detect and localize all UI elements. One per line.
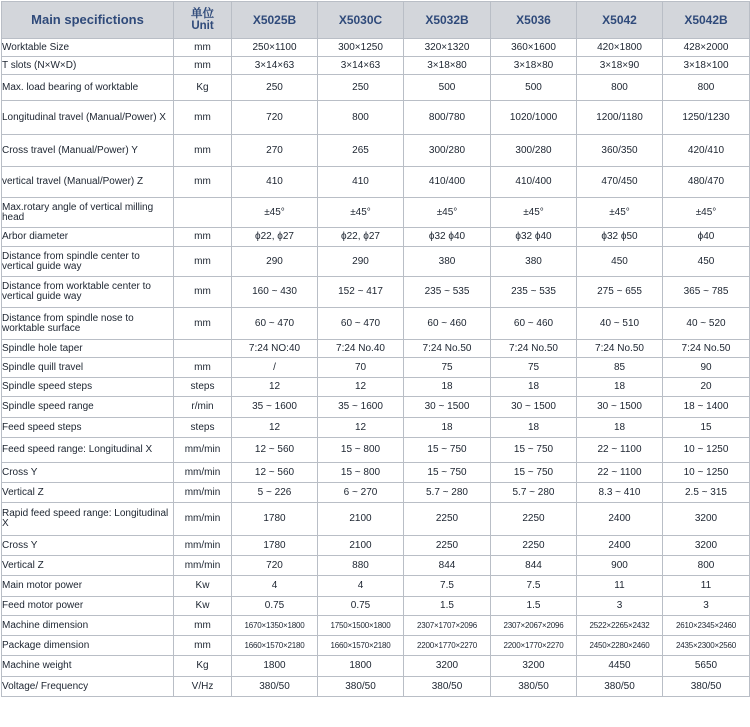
spec-value: 2.5 ~ 315 <box>663 483 750 503</box>
spec-value: 10 ~ 1250 <box>663 463 750 483</box>
spec-value: 22 ~ 1100 <box>577 463 663 483</box>
spec-value: 7:24 No.50 <box>577 340 663 358</box>
spec-value: 428×2000 <box>663 39 750 57</box>
spec-value: ±45° <box>232 198 318 228</box>
spec-value: 1780 <box>232 503 318 536</box>
table-row <box>2 438 750 463</box>
spec-value: 75 <box>404 358 491 378</box>
spec-unit: mm/min <box>174 536 232 556</box>
spec-value: 85 <box>577 358 663 378</box>
specifications-table <box>1 1 750 697</box>
spec-name: Distance from spindle center to vertical guide way <box>2 247 174 277</box>
spec-value: 1780 <box>232 536 318 556</box>
spec-value: 12 <box>232 418 318 438</box>
spec-value: 15 ~ 800 <box>318 463 404 483</box>
table-row <box>2 636 750 656</box>
table-row <box>2 277 750 308</box>
table-row <box>2 556 750 576</box>
spec-value: 3×18×100 <box>663 57 750 75</box>
spec-value: 2250 <box>404 536 491 556</box>
table-row <box>2 576 750 597</box>
spec-value: 720 <box>232 101 318 135</box>
spec-name: T slots (N×W×D) <box>2 57 174 75</box>
spec-value: 720 <box>232 556 318 576</box>
spec-value: 4 <box>318 576 404 597</box>
spec-value: 7.5 <box>491 576 577 597</box>
header-unit <box>174 2 232 39</box>
spec-unit: mm <box>174 228 232 247</box>
spec-value: 410 <box>232 167 318 198</box>
spec-value: 3×18×80 <box>491 57 577 75</box>
table-row <box>2 616 750 636</box>
spec-value: 2100 <box>318 503 404 536</box>
spec-value: 15 ~ 750 <box>491 463 577 483</box>
spec-name: Cross Y <box>2 536 174 556</box>
spec-value: 2400 <box>577 536 663 556</box>
spec-value: 1660×1570×2180 <box>232 636 318 656</box>
spec-value: ±45° <box>577 198 663 228</box>
spec-name: Cross travel (Manual/Power) Y <box>2 135 174 167</box>
spec-value: 2250 <box>491 503 577 536</box>
spec-value: 11 <box>577 576 663 597</box>
spec-value: 2610×2345×2460 <box>663 616 750 636</box>
spec-unit: steps <box>174 378 232 397</box>
spec-name: Main motor power <box>2 576 174 597</box>
spec-value: 3×14×63 <box>232 57 318 75</box>
spec-value: ±45° <box>318 198 404 228</box>
spec-value: 12 ~ 560 <box>232 463 318 483</box>
spec-unit: Kg <box>174 75 232 101</box>
spec-value: 360/350 <box>577 135 663 167</box>
spec-value: 420×1800 <box>577 39 663 57</box>
spec-value: 4 <box>232 576 318 597</box>
table-row <box>2 418 750 438</box>
spec-value: 300×1250 <box>318 39 404 57</box>
spec-value: 2200×1770×2270 <box>404 636 491 656</box>
spec-value: 2450×2280×2460 <box>577 636 663 656</box>
spec-value: 235 ~ 535 <box>404 277 491 308</box>
spec-value: 1660×1570×2180 <box>318 636 404 656</box>
spec-value: 40 ~ 520 <box>663 308 750 340</box>
spec-value: 360×1600 <box>491 39 577 57</box>
spec-value: 18 <box>491 378 577 397</box>
spec-value: 250 <box>318 75 404 101</box>
header-model: X5036 <box>491 2 577 39</box>
spec-value: 70 <box>318 358 404 378</box>
spec-value: 90 <box>663 358 750 378</box>
spec-value: 380/50 <box>577 677 663 697</box>
spec-value: 30 ~ 1500 <box>491 397 577 418</box>
spec-unit: mm <box>174 135 232 167</box>
spec-value: 480/470 <box>663 167 750 198</box>
spec-value: 3200 <box>663 536 750 556</box>
spec-value: 2522×2265×2432 <box>577 616 663 636</box>
spec-value: 40 ~ 510 <box>577 308 663 340</box>
table-row <box>2 39 750 57</box>
table-row <box>2 463 750 483</box>
spec-value: 380/50 <box>232 677 318 697</box>
spec-name: Spindle speed range <box>2 397 174 418</box>
spec-value: 380/50 <box>318 677 404 697</box>
spec-value: 15 <box>663 418 750 438</box>
spec-value: 2435×2300×2560 <box>663 636 750 656</box>
table-row <box>2 228 750 247</box>
spec-value: ϕ22, ϕ27 <box>318 228 404 247</box>
spec-value: 365 ~ 785 <box>663 277 750 308</box>
spec-name: vertical travel (Manual/Power) Z <box>2 167 174 198</box>
spec-value: 35 ~ 1600 <box>232 397 318 418</box>
spec-value: 300/280 <box>404 135 491 167</box>
spec-value: 1020/1000 <box>491 101 577 135</box>
spec-value: 380/50 <box>491 677 577 697</box>
spec-value: 2307×2067×2096 <box>491 616 577 636</box>
spec-value: 5.7 ~ 280 <box>404 483 491 503</box>
spec-unit: mm <box>174 358 232 378</box>
spec-name: Package dimension <box>2 636 174 656</box>
spec-value: 15 ~ 750 <box>491 438 577 463</box>
header-model: X5030C <box>318 2 404 39</box>
spec-value: 270 <box>232 135 318 167</box>
spec-value: 1.5 <box>491 597 577 616</box>
spec-value: 60 ~ 470 <box>318 308 404 340</box>
spec-value: 60 ~ 460 <box>491 308 577 340</box>
spec-name: Spindle hole taper <box>2 340 174 358</box>
spec-value: 3×18×90 <box>577 57 663 75</box>
spec-name: Distance from spindle nose to worktable surface <box>2 308 174 340</box>
table-row <box>2 101 750 135</box>
spec-value: 20 <box>663 378 750 397</box>
spec-value: ±45° <box>663 198 750 228</box>
spec-value: 800/780 <box>404 101 491 135</box>
spec-unit: mm <box>174 277 232 308</box>
table-row <box>2 135 750 167</box>
header-unit-cn: 单位 <box>191 8 214 20</box>
spec-unit: r/min <box>174 397 232 418</box>
table-header-row <box>2 2 750 39</box>
spec-value: 800 <box>577 75 663 101</box>
spec-name: Longitudinal travel (Manual/Power) X <box>2 101 174 135</box>
spec-name: Spindle quill travel <box>2 358 174 378</box>
table-row <box>2 308 750 340</box>
spec-value: 18 <box>577 418 663 438</box>
spec-value: 11 <box>663 576 750 597</box>
spec-value: 60 ~ 470 <box>232 308 318 340</box>
spec-unit: mm/min <box>174 463 232 483</box>
spec-unit: V/Hz <box>174 677 232 697</box>
spec-value: 300/280 <box>491 135 577 167</box>
spec-value: 18 <box>491 418 577 438</box>
spec-value: ±45° <box>404 198 491 228</box>
spec-value: 2100 <box>318 536 404 556</box>
spec-unit: steps <box>174 418 232 438</box>
spec-value: 152 ~ 417 <box>318 277 404 308</box>
spec-name: Worktable Size <box>2 39 174 57</box>
spec-value: 1200/1180 <box>577 101 663 135</box>
table-row <box>2 536 750 556</box>
spec-name: Vertical Z <box>2 556 174 576</box>
spec-name: Distance from worktable center to vertical guide way <box>2 277 174 308</box>
table-row <box>2 75 750 101</box>
spec-value: 420/410 <box>663 135 750 167</box>
spec-value: 265 <box>318 135 404 167</box>
spec-value: 900 <box>577 556 663 576</box>
spec-name: Machine dimension <box>2 616 174 636</box>
spec-value: 3×14×63 <box>318 57 404 75</box>
spec-value: 410 <box>318 167 404 198</box>
spec-value: 7:24 No.50 <box>491 340 577 358</box>
table-row <box>2 677 750 697</box>
spec-value: 500 <box>491 75 577 101</box>
spec-value: 1670×1350×1800 <box>232 616 318 636</box>
spec-value: / <box>232 358 318 378</box>
spec-value: 30 ~ 1500 <box>404 397 491 418</box>
spec-name: Feed speed steps <box>2 418 174 438</box>
spec-value: 18 ~ 1400 <box>663 397 750 418</box>
spec-value: 250 <box>232 75 318 101</box>
spec-value: 380 <box>491 247 577 277</box>
spec-unit: mm <box>174 57 232 75</box>
spec-name: Cross Y <box>2 463 174 483</box>
header-title: Main specifictions <box>2 2 174 39</box>
spec-value: 410/400 <box>404 167 491 198</box>
spec-value: 12 <box>232 378 318 397</box>
spec-value: 380/50 <box>663 677 750 697</box>
spec-value: ϕ32 ϕ40 <box>404 228 491 247</box>
spec-name: Feed speed range: Longitudinal X <box>2 438 174 463</box>
spec-name: Arbor diameter <box>2 228 174 247</box>
spec-value: ϕ22, ϕ27 <box>232 228 318 247</box>
header-model: X5042B <box>663 2 750 39</box>
spec-value: 2250 <box>404 503 491 536</box>
spec-value: 3200 <box>491 656 577 677</box>
spec-value: 5.7 ~ 280 <box>491 483 577 503</box>
spec-value: 35 ~ 1600 <box>318 397 404 418</box>
table-row <box>2 247 750 277</box>
spec-value: 2250 <box>491 536 577 556</box>
spec-value: 380 <box>404 247 491 277</box>
spec-value: 160 ~ 430 <box>232 277 318 308</box>
spec-value: 500 <box>404 75 491 101</box>
spec-value: 7:24 No.40 <box>318 340 404 358</box>
spec-value: 290 <box>232 247 318 277</box>
spec-value: 3200 <box>404 656 491 677</box>
spec-value: 844 <box>404 556 491 576</box>
header-unit-en: Unit <box>191 20 214 32</box>
spec-value: 7:24 No.50 <box>404 340 491 358</box>
spec-name: Machine weight <box>2 656 174 677</box>
spec-value: 1800 <box>318 656 404 677</box>
spec-value: 75 <box>491 358 577 378</box>
table-row <box>2 397 750 418</box>
spec-name: Max. load bearing of worktable <box>2 75 174 101</box>
spec-value: 12 <box>318 418 404 438</box>
spec-value: 2400 <box>577 503 663 536</box>
spec-name: Feed motor power <box>2 597 174 616</box>
spec-value: 60 ~ 460 <box>404 308 491 340</box>
spec-unit: mm/min <box>174 556 232 576</box>
spec-unit: mm <box>174 39 232 57</box>
spec-value: 6 ~ 270 <box>318 483 404 503</box>
spec-value: 880 <box>318 556 404 576</box>
table-row <box>2 483 750 503</box>
spec-value: 15 ~ 750 <box>404 438 491 463</box>
spec-value: 2200×1770×2270 <box>491 636 577 656</box>
spec-value: 15 ~ 750 <box>404 463 491 483</box>
table-row <box>2 656 750 677</box>
spec-unit: Kw <box>174 576 232 597</box>
spec-value: 450 <box>663 247 750 277</box>
spec-value: 1.5 <box>404 597 491 616</box>
spec-value: 22 ~ 1100 <box>577 438 663 463</box>
spec-value: 0.75 <box>232 597 318 616</box>
spec-value: 3 <box>663 597 750 616</box>
spec-name: Spindle speed steps <box>2 378 174 397</box>
table-row <box>2 378 750 397</box>
spec-value: 450 <box>577 247 663 277</box>
spec-unit: Kg <box>174 656 232 677</box>
spec-unit <box>174 198 232 228</box>
spec-value: 1800 <box>232 656 318 677</box>
spec-unit: Kw <box>174 597 232 616</box>
spec-value: 320×1320 <box>404 39 491 57</box>
spec-value: 18 <box>577 378 663 397</box>
table-row <box>2 198 750 228</box>
header-model: X5042 <box>577 2 663 39</box>
table-row <box>2 503 750 536</box>
spec-value: 3 <box>577 597 663 616</box>
table-row <box>2 57 750 75</box>
spec-unit: mm <box>174 616 232 636</box>
spec-value: 1750×1500×1800 <box>318 616 404 636</box>
spec-value: 380/50 <box>404 677 491 697</box>
spec-value: 235 ~ 535 <box>491 277 577 308</box>
spec-unit: mm <box>174 636 232 656</box>
spec-value: 250×1100 <box>232 39 318 57</box>
spec-name: Vertical Z <box>2 483 174 503</box>
table-row <box>2 597 750 616</box>
header-model: X5025B <box>232 2 318 39</box>
spec-value: ϕ32 ϕ40 <box>491 228 577 247</box>
spec-value: 800 <box>663 556 750 576</box>
spec-value: 30 ~ 1500 <box>577 397 663 418</box>
spec-unit <box>174 340 232 358</box>
spec-value: 2307×1707×2096 <box>404 616 491 636</box>
spec-value: 275 ~ 655 <box>577 277 663 308</box>
spec-value: 10 ~ 1250 <box>663 438 750 463</box>
spec-value: 5650 <box>663 656 750 677</box>
spec-value: 4450 <box>577 656 663 677</box>
spec-value: 0.75 <box>318 597 404 616</box>
spec-value: 7:24 No.50 <box>663 340 750 358</box>
spec-value: 844 <box>491 556 577 576</box>
spec-value: 800 <box>318 101 404 135</box>
spec-value: 1250/1230 <box>663 101 750 135</box>
table-row <box>2 358 750 378</box>
spec-value: 470/450 <box>577 167 663 198</box>
spec-value: 290 <box>318 247 404 277</box>
spec-unit: mm <box>174 308 232 340</box>
spec-value: 12 ~ 560 <box>232 438 318 463</box>
spec-unit: mm/min <box>174 503 232 536</box>
spec-value: 7:24 NO:40 <box>232 340 318 358</box>
spec-name: Max.rotary angle of vertical milling head <box>2 198 174 228</box>
spec-value: 12 <box>318 378 404 397</box>
header-model: X5032B <box>404 2 491 39</box>
spec-unit: mm <box>174 101 232 135</box>
spec-value: 15 ~ 800 <box>318 438 404 463</box>
spec-value: ±45° <box>491 198 577 228</box>
spec-unit: mm <box>174 167 232 198</box>
spec-value: 3200 <box>663 503 750 536</box>
spec-name: Voltage/ Frequency <box>2 677 174 697</box>
spec-value: 7.5 <box>404 576 491 597</box>
spec-value: 3×18×80 <box>404 57 491 75</box>
table-row <box>2 167 750 198</box>
spec-value: 5 ~ 226 <box>232 483 318 503</box>
spec-unit: mm <box>174 247 232 277</box>
spec-value: ϕ40 <box>663 228 750 247</box>
spec-value: 800 <box>663 75 750 101</box>
spec-value: 8.3 ~ 410 <box>577 483 663 503</box>
table-row <box>2 340 750 358</box>
spec-unit: mm/min <box>174 483 232 503</box>
spec-value: ϕ32 ϕ50 <box>577 228 663 247</box>
spec-value: 18 <box>404 378 491 397</box>
spec-value: 18 <box>404 418 491 438</box>
spec-name: Rapid feed speed range: Longitudinal X <box>2 503 174 536</box>
spec-unit: mm/min <box>174 438 232 463</box>
spec-value: 410/400 <box>491 167 577 198</box>
